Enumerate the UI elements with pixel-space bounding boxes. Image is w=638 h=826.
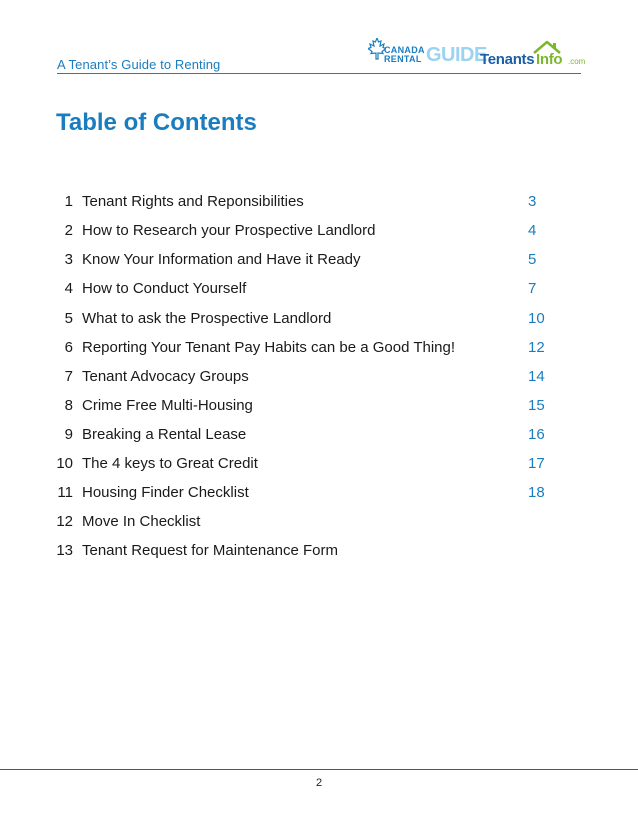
toc-entry-number: 8	[64, 397, 73, 414]
toc-entry[interactable]	[0, 222, 638, 244]
toc-entry-number: 11	[57, 484, 73, 501]
logo-word-canada: CANADA	[384, 45, 425, 55]
header-divider	[57, 73, 581, 74]
toc-entry[interactable]	[0, 193, 638, 215]
toc-entry-page[interactable]: 18	[528, 484, 545, 501]
toc-entry-title[interactable]: Tenant Request for Maintenance Form	[82, 542, 338, 559]
logo-word-com: .com	[568, 57, 586, 66]
toc-entry-title[interactable]: Know Your Information and Have it Ready	[82, 251, 361, 268]
toc-entry-number: 4	[64, 280, 73, 297]
footer-page-number: 2	[315, 777, 323, 789]
toc-entry[interactable]	[0, 455, 638, 477]
toc-entry-title[interactable]: Move In Checklist	[82, 513, 201, 530]
toc-entry-title[interactable]: Tenant Advocacy Groups	[82, 368, 249, 385]
toc-entry-number: 7	[64, 368, 73, 385]
toc-entry-number: 3	[64, 251, 73, 268]
toc-entry-number: 5	[64, 310, 73, 327]
toc-entry-page[interactable]: 7	[528, 280, 537, 297]
toc-entry-number: 12	[56, 513, 73, 530]
toc-entry-number: 9	[64, 426, 73, 443]
toc-entry-page[interactable]: 3	[528, 193, 537, 210]
toc-entry-number: 13	[56, 542, 73, 559]
logo-word-rental: RENTAL	[384, 54, 422, 64]
toc-entry[interactable]	[0, 397, 638, 419]
toc-entry-title[interactable]: Reporting Your Tenant Pay Habits can be a Good Thing!	[82, 339, 456, 356]
toc-entry-page[interactable]: 5	[528, 251, 537, 268]
footer-divider	[0, 769, 638, 770]
page-title: Table of Contents	[56, 109, 257, 136]
toc-entry-number: 2	[64, 222, 73, 239]
toc-entry[interactable]	[0, 542, 638, 564]
toc-entry-title[interactable]: How to Conduct Yourself	[82, 280, 247, 297]
toc-entry-number: 1	[64, 193, 73, 210]
toc-entry[interactable]	[0, 426, 638, 448]
toc-entry-number: 10	[56, 455, 73, 472]
toc-entry-page[interactable]: 15	[528, 397, 545, 414]
toc-entry-page[interactable]: 4	[528, 222, 537, 239]
toc-entry-page[interactable]: 10	[528, 310, 545, 327]
toc-entry-number: 6	[64, 339, 73, 356]
logo-word-tenants: Tenants	[480, 51, 535, 68]
toc-entry[interactable]	[0, 484, 638, 506]
toc-entry[interactable]	[0, 280, 638, 302]
toc-entry[interactable]	[0, 310, 638, 332]
logo-word-guide: GUIDE	[426, 44, 487, 66]
toc-entry-title[interactable]: How to Research your Prospective Landlord	[82, 222, 376, 239]
canada-rental-guide-logo	[368, 38, 487, 70]
toc-entry-page[interactable]: 16	[528, 426, 545, 443]
document-header-title: A Tenant’s Guide to Renting	[57, 57, 221, 72]
toc-entry-page[interactable]: 17	[528, 455, 545, 472]
toc-entry-title[interactable]: Breaking a Rental Lease	[82, 426, 247, 443]
toc-entry-page[interactable]: 12	[528, 339, 545, 356]
toc-entry-title[interactable]: What to ask the Prospective Landlord	[82, 310, 332, 327]
tenantsinfo-logo	[480, 40, 584, 68]
toc-entry[interactable]	[0, 251, 638, 273]
toc-entry-title[interactable]: Tenant Rights and Reponsibilities	[82, 193, 304, 210]
toc-entry[interactable]	[0, 339, 638, 361]
toc-entry-title[interactable]: The 4 keys to Great Credit	[82, 455, 258, 472]
toc-entry-title[interactable]: Housing Finder Checklist	[82, 484, 249, 501]
toc-entry[interactable]	[0, 513, 638, 535]
logo-word-info: Info	[536, 51, 563, 68]
toc-entry-title[interactable]: Crime Free Multi-Housing	[82, 397, 253, 414]
toc-entry-page[interactable]: 14	[528, 368, 545, 385]
toc-entry[interactable]	[0, 368, 638, 390]
